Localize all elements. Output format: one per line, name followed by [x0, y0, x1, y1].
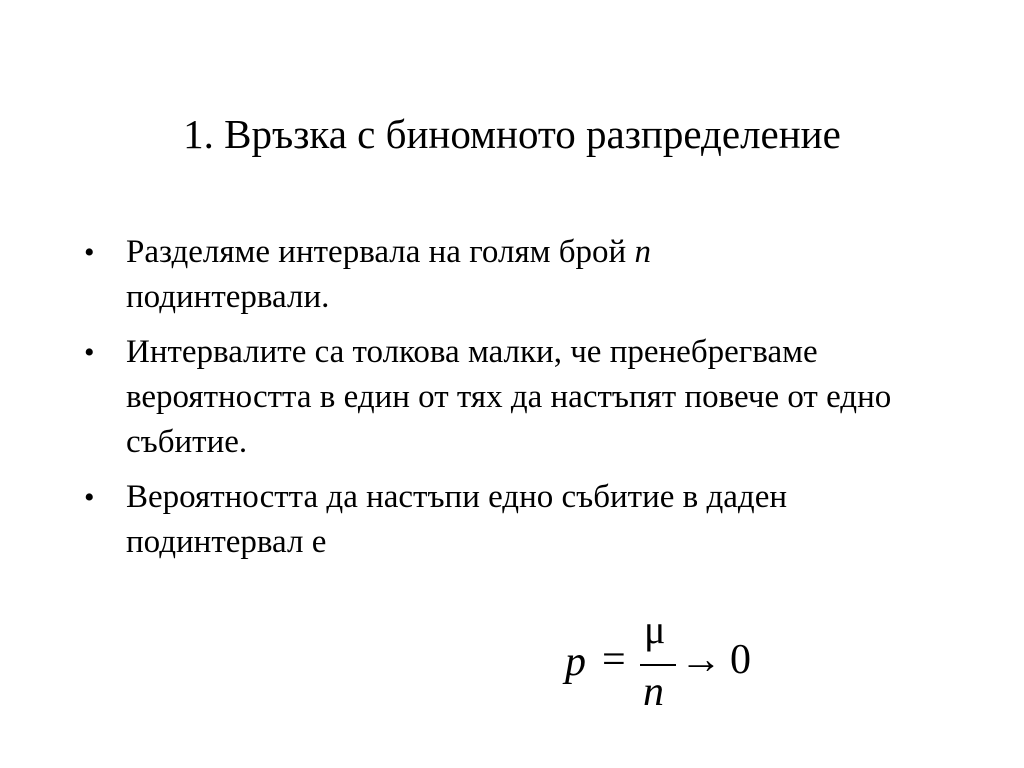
- fraction-bar: [640, 664, 676, 666]
- bullet-text-part: подинтервали.: [126, 279, 330, 315]
- probability-formula: [560, 607, 800, 715]
- formula-limit: 0: [730, 637, 751, 683]
- formula-arrow: →: [680, 637, 722, 683]
- bullet-marker: •: [84, 336, 95, 369]
- formula-equals: =: [602, 637, 626, 683]
- bullet-marker: •: [84, 236, 95, 269]
- italic-variable-n: n: [634, 234, 651, 270]
- bullet-item-1: [84, 230, 934, 320]
- bullet-text: Вероятността да настъпи едно събитие в даден подинтервал е: [126, 479, 788, 560]
- formula-lhs: p: [565, 639, 586, 685]
- formula-denominator: n: [643, 669, 664, 715]
- bullet-item-3: [84, 475, 934, 565]
- bullet-item-2: [84, 330, 934, 465]
- slide-title: 1. Връзка с биномното разпределение: [183, 111, 841, 157]
- bullet-text-part: Разделяме интервала на голям брой: [126, 234, 635, 270]
- bullet-text: Интервалите са толкова малки, че пренебрегваме вероятността в един от тях да настъпят повече от едно събитие.: [126, 334, 892, 460]
- formula-numerator: μ: [644, 607, 666, 652]
- bullet-marker: •: [84, 481, 95, 514]
- bullet-list: [84, 230, 934, 575]
